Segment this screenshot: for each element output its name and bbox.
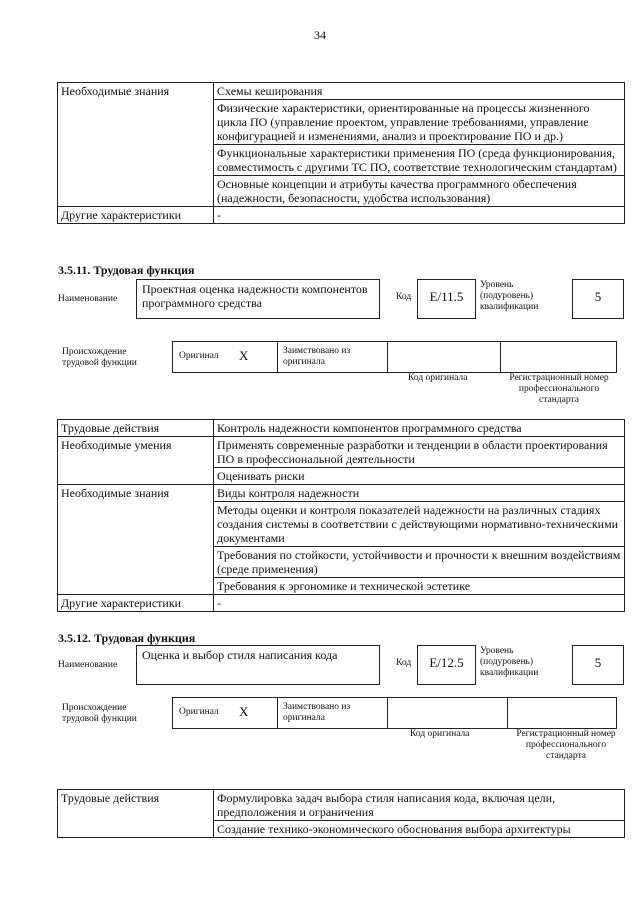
row-label-knowledge: Необходимые знания [58,485,214,595]
table-row [58,83,625,100]
origin-box [172,341,617,373]
level-label: Уровень (подуровень) квалификации [480,646,539,678]
divider [507,698,508,728]
reg-number-caption: Регистрационный номер профессионального стандарта [516,729,616,761]
original-label: Оригинал [179,707,219,717]
table-cell: Требования к эргономике и технической эстетике [214,578,625,595]
row-label-actions: Трудовые действия [58,420,214,437]
borrowed-label: Заимствовано из оригинала [283,702,351,723]
row-label-other: Другие характеристики [58,595,214,612]
original-mark: X [239,704,249,719]
table-cell: Основные концепции и атрибуты качества программного обеспечения (надежности, безопасности, удобства использования) [214,176,625,207]
table-cell: Создание технико-экономического обоснования выбора архитектуры [214,821,625,838]
name-label: Наименование [58,294,118,304]
section-title: 3.5.12. Трудовая функция [58,631,196,645]
code-label: Код [396,292,412,302]
table-cell: Применять современные разработки и тенденции в области проектирования ПО в профессиональной деятельности [214,437,625,468]
table-cell: Виды контроля надежности [214,485,625,502]
origin-box [172,697,617,729]
table-cell: - [214,207,625,224]
table-cell: Методы оценки и контроля показателей надежности на различных стадиях создания системы в соответствии с действующими нормативно-техническими документами [214,502,625,547]
original-mark: X [239,348,249,363]
level-label: Уровень (подуровень) квалификации [480,280,539,312]
table-cell: Физические характеристики, ориентированные на процессы жизненного цикла ПО (управление проектом, управление требованиями, управление конфигурацией и изменениями, анализ и проектирование ПО и др.) [214,100,625,145]
divider [277,698,278,728]
divider [500,342,501,372]
function-name-box: Оценка и выбор стиля написания кода [136,645,380,685]
table-cell: Схемы кеширования [214,83,625,100]
code-value-box: E/12.5 [417,645,476,685]
table-row [58,595,625,612]
table-cell: Функциональные характеристики применения ПО (среда функционирования, совместимость с другими ТС ПО, соответствие технологическим стандартам) [214,145,625,176]
row-label-knowledge: Необходимые знания [58,83,214,207]
table-cell: Формулировка задач выбора стиля написания кода, включая цели, предположения и ограничения [214,790,625,821]
code-value-box: E/11.5 [417,279,476,319]
origin-label: Происхождение трудовой функции [62,347,137,368]
divider [387,342,388,372]
table-row [58,790,625,821]
page-number: 34 [314,28,326,42]
row-label-skills: Необходимые умения [58,437,214,485]
divider [277,342,278,372]
function-name-box: Проектная оценка надежности компонентов программного средства [136,279,380,319]
divider [387,698,388,728]
requirements-table-2 [57,789,625,838]
name-label: Наименование [58,660,118,670]
top-requirements-table [57,82,625,224]
borrowed-label: Заимствовано из оригинала [283,346,351,367]
table-row [58,437,625,468]
reg-number-caption: Регистрационный номер профессионального стандарта [509,373,609,405]
table-cell: Требования по стойкости, устойчивости и прочности к внешним воздействиям (среде применения) [214,547,625,578]
code-original-caption: Код оригинала [408,373,468,383]
table-row [58,420,625,437]
table-cell: - [214,595,625,612]
level-value-box: 5 [572,279,624,319]
row-label-actions: Трудовые действия [58,790,214,838]
origin-label: Происхождение трудовой функции [62,703,137,724]
table-cell: Оценивать риски [214,468,625,485]
row-label-other: Другие характеристики [58,207,214,224]
table-cell: Контроль надежности компонентов программного средства [214,420,625,437]
requirements-table-1 [57,419,625,612]
section-title: 3.5.11. Трудовая функция [58,263,195,277]
level-value-box: 5 [572,645,624,685]
table-row [58,207,625,224]
table-row [58,485,625,502]
original-label: Оригинал [179,351,219,361]
code-original-caption: Код оригинала [410,729,470,739]
code-label: Код [396,658,412,668]
